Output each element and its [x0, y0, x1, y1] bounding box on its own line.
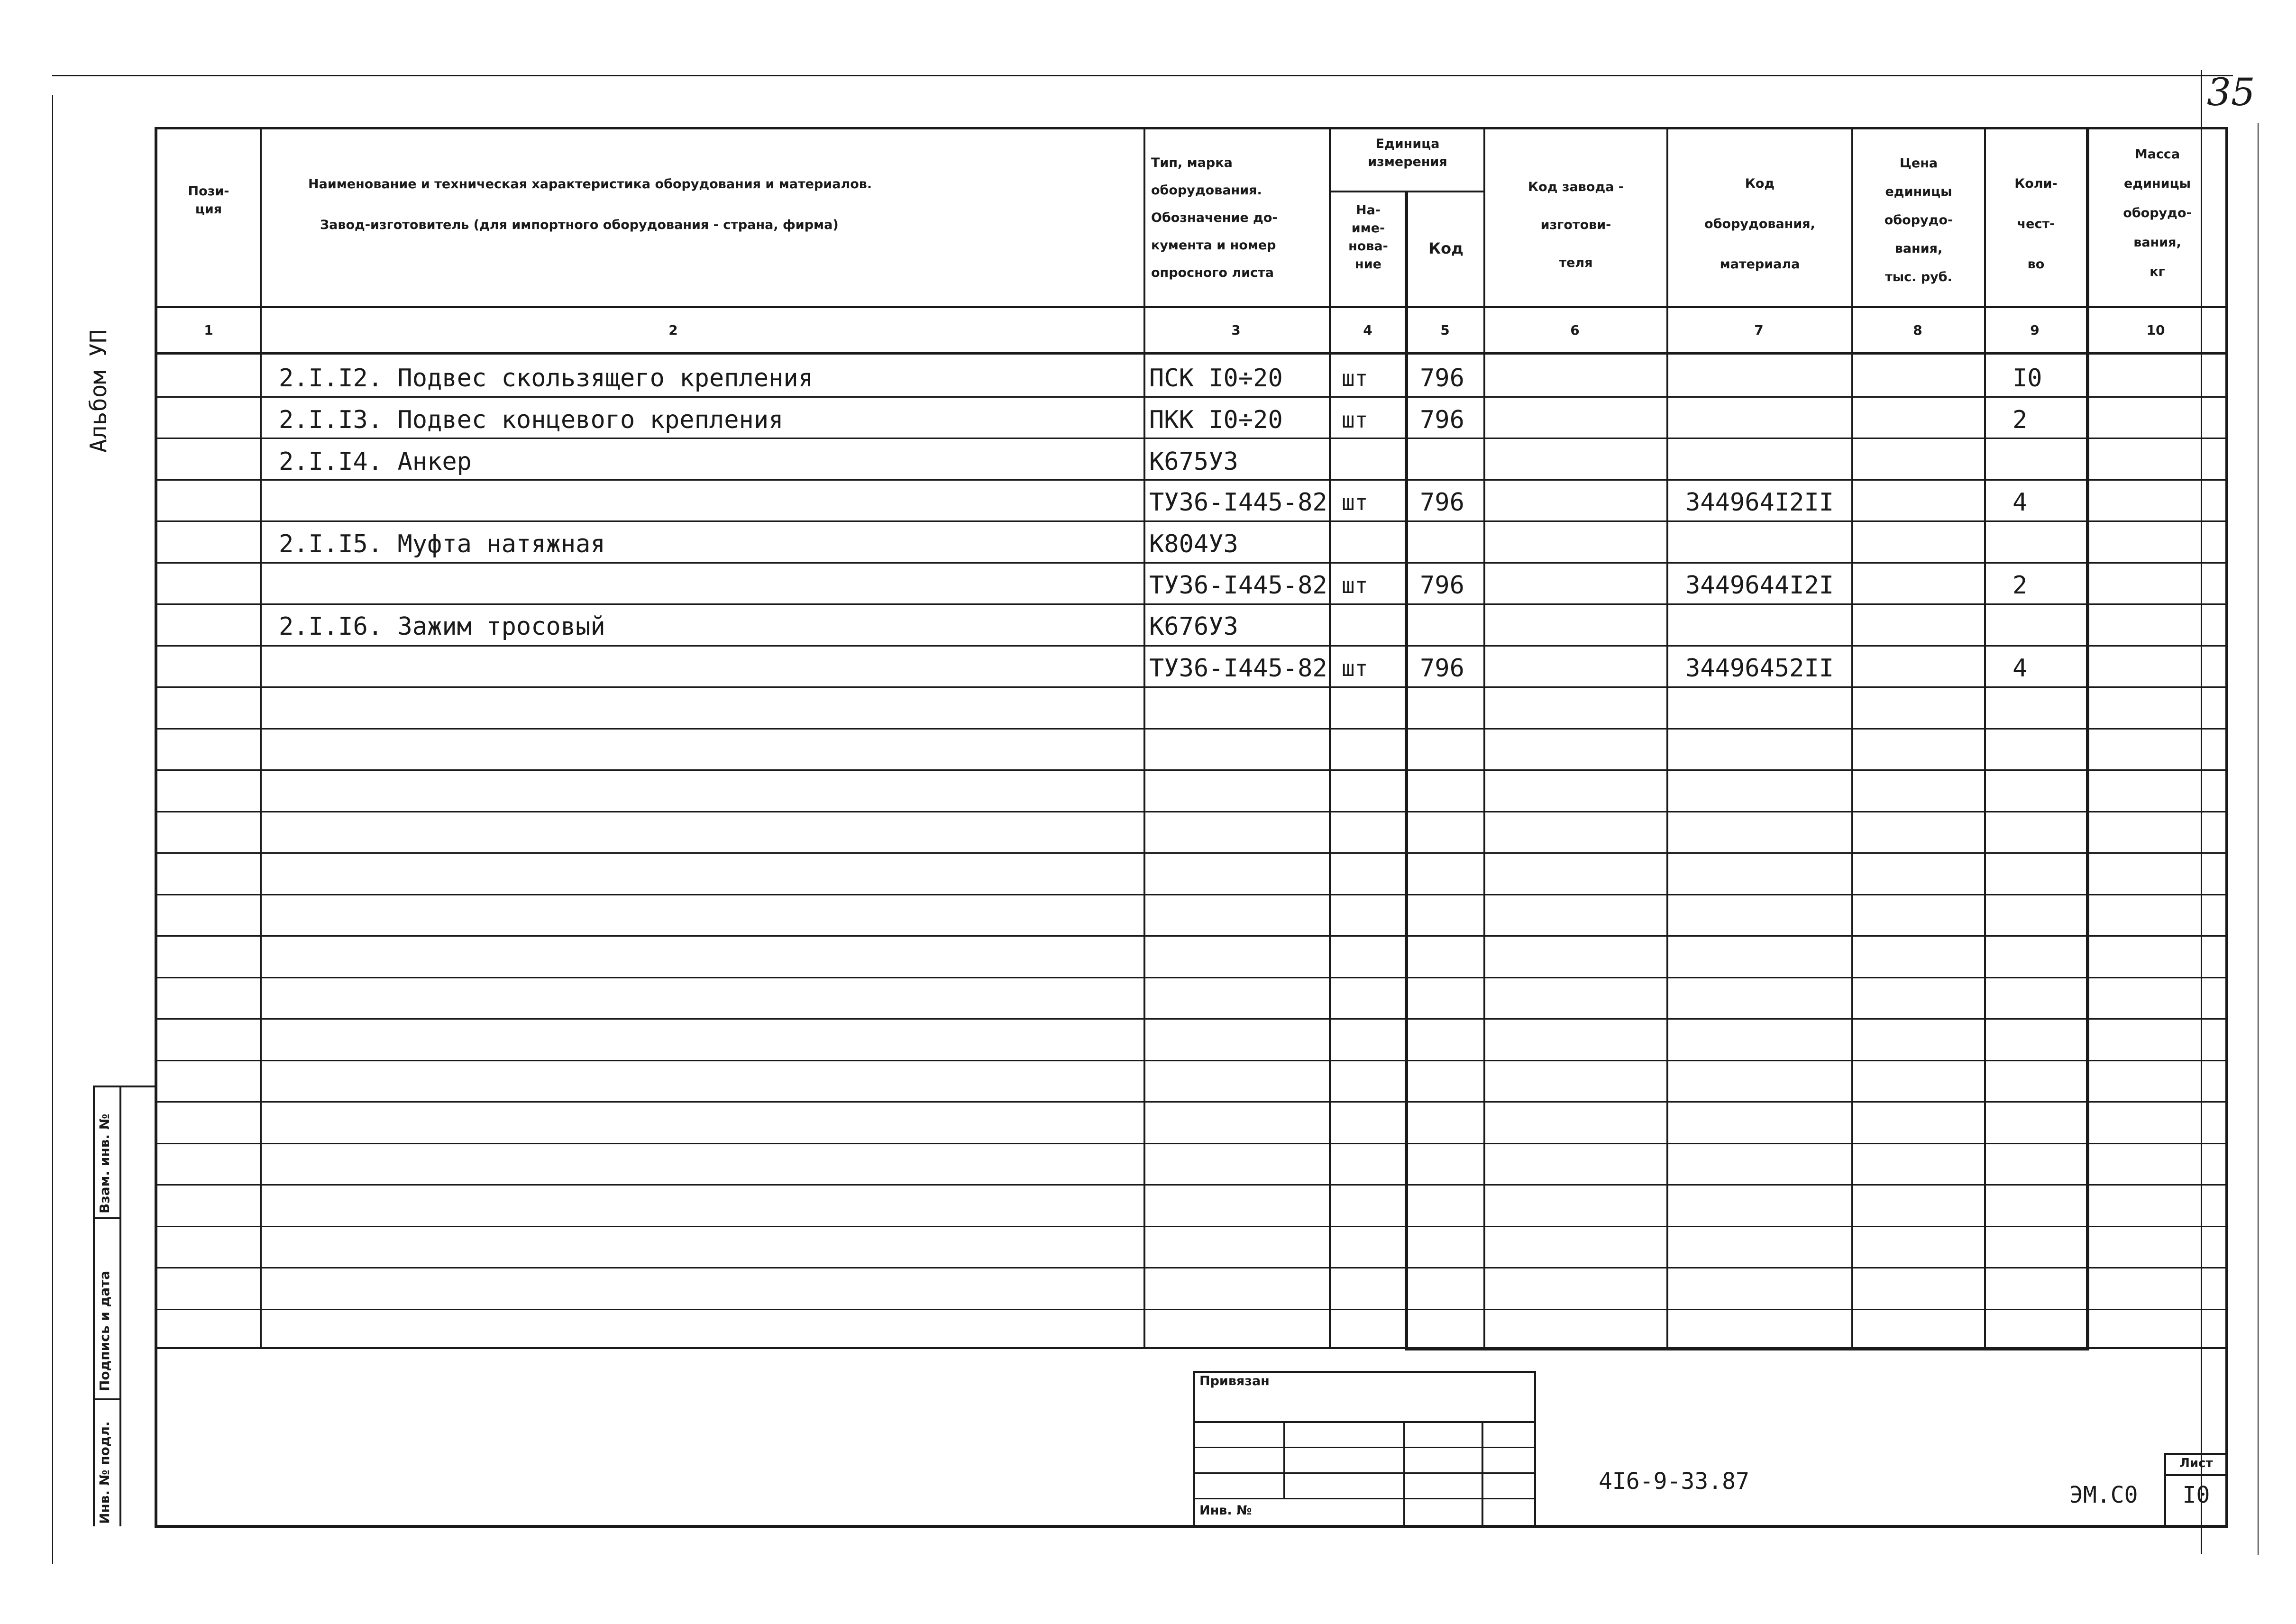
- row-line: [156, 1184, 2228, 1186]
- row-unit: шт: [1342, 365, 1368, 391]
- row-line: [156, 1226, 2228, 1227]
- table-right-line: [2225, 127, 2228, 1527]
- sheet-box-mid: [2164, 1474, 2226, 1476]
- col-line-8: [1984, 127, 1986, 1349]
- table-left-line: [155, 127, 157, 1527]
- row-line: [156, 769, 2228, 771]
- row-quantity: 2: [2012, 571, 2028, 600]
- row-type: ТУ36-I445-82: [1149, 488, 1327, 517]
- rows-bottom-line: [156, 1347, 2228, 1349]
- album-label: Альбом УП: [85, 329, 112, 453]
- col-line-3: [1329, 127, 1331, 1349]
- top-border-line: [52, 75, 2233, 76]
- row-line: [156, 520, 2228, 522]
- row-quantity: 4: [2012, 488, 2028, 517]
- side-stamp-top-line: [93, 1086, 156, 1087]
- row-type: К675У3: [1149, 447, 1238, 476]
- table-bottom-line: [155, 1525, 2228, 1528]
- row-line: [156, 1101, 2228, 1103]
- row-line: [156, 479, 2228, 481]
- row-line: [156, 728, 2228, 730]
- unit-group-line: [1329, 191, 1485, 192]
- table-top-line: [156, 127, 2228, 129]
- row-line: [156, 1309, 2228, 1310]
- row-quantity: I0: [2012, 364, 2042, 392]
- row-unit-code: 796: [1420, 406, 1464, 434]
- side-stamp-signature-date: Подпись и дата: [97, 1270, 112, 1391]
- row-material-code: 34496452II: [1685, 654, 1834, 683]
- row-unit: шт: [1342, 407, 1368, 433]
- header-position: Пози- ция: [188, 184, 229, 217]
- row-line: [156, 935, 2228, 937]
- row-name: 2.I.I4. Анкер: [279, 447, 472, 476]
- header-quantity: Коли- чест- во: [2014, 176, 2058, 272]
- row-unit-code: 796: [1420, 488, 1464, 517]
- col-line-9: [2086, 127, 2089, 1349]
- header-unit-code: Код: [1428, 239, 1464, 257]
- page-number: 35: [2207, 70, 2255, 114]
- col-line-5: [1483, 127, 1485, 1349]
- row-line: [156, 852, 2228, 854]
- side-stamp-line-2: [93, 1398, 121, 1400]
- header-mass: Масса единицы оборудо- вания, кг: [2123, 147, 2192, 279]
- row-name: 2.I.I5. Муфта натяжная: [279, 530, 605, 558]
- side-stamp-left-line: [93, 1086, 95, 1526]
- row-line: [156, 1143, 2228, 1144]
- section-code: ЭМ.С0: [2069, 1482, 2138, 1508]
- row-line: [156, 396, 2228, 398]
- left-margin-line: [52, 95, 53, 1564]
- col-line-2: [1143, 127, 1145, 1349]
- header-unit-group: Единица измерения: [1368, 137, 1447, 169]
- side-stamp-line-1: [93, 1217, 121, 1219]
- side-stamp-replace-inv: Взам. инв. №: [97, 1113, 112, 1213]
- row-type: К804У3: [1149, 530, 1238, 558]
- row-unit: шт: [1342, 656, 1368, 681]
- row-quantity: 4: [2012, 654, 2028, 683]
- header-unit-name: На- име- нова- ние: [1348, 203, 1388, 272]
- row-line: [156, 562, 2228, 564]
- sheet-box-left: [2164, 1453, 2166, 1526]
- row-material-code: 344964I2II: [1685, 488, 1834, 517]
- row-type: К676У3: [1149, 612, 1238, 641]
- col-line-6: [1666, 127, 1668, 1349]
- row-type: ТУ36-I445-82: [1149, 654, 1327, 683]
- row-unit-code: 796: [1420, 364, 1464, 392]
- row-material-code: 3449644I2I: [1685, 571, 1834, 600]
- header-name: Наименование и техническая характеристика оборудования и материалов. Завод-изготовитель (для импортного оборудования - страна, фирма): [308, 177, 872, 232]
- side-stamp-mid-line: [119, 1086, 121, 1526]
- inv-label: Инв. №: [1199, 1503, 1252, 1518]
- row-unit: шт: [1342, 490, 1368, 515]
- row-unit: шт: [1342, 573, 1368, 598]
- numbers-bottom-line: [156, 352, 2228, 355]
- header-price: Цена единицы оборудо- вания, тыс. руб.: [1884, 156, 1953, 284]
- row-line: [156, 1018, 2228, 1020]
- header-factory-code: Код завода - изготови- теля: [1528, 180, 1624, 270]
- row-unit-code: 796: [1420, 571, 1464, 600]
- sheet-label: Лист: [2179, 1456, 2213, 1470]
- row-line: [156, 811, 2228, 812]
- side-stamp-inv-original: Инв. № подл.: [97, 1421, 112, 1524]
- sheet-number: I0: [2182, 1482, 2210, 1508]
- bound-label: Привязан: [1199, 1374, 1270, 1388]
- col-line-1: [260, 127, 262, 1349]
- row-type: ПКК I0÷20: [1149, 406, 1283, 434]
- right-edge-line: [2258, 123, 2259, 1555]
- row-line: [156, 686, 2228, 688]
- row-name: 2.I.I6. Зажим тросовый: [279, 612, 605, 641]
- row-line: [156, 438, 2228, 439]
- row-unit-code: 796: [1420, 654, 1464, 683]
- col-line-7: [1851, 127, 1853, 1349]
- row-line: [156, 977, 2228, 978]
- row-line: [156, 603, 2228, 605]
- header-material-code: Код оборудования, материала: [1704, 176, 1815, 272]
- row-name: 2.I.I3. Подвес концевого крепления: [279, 406, 784, 434]
- row-line: [156, 1060, 2228, 1061]
- row-type: ПСК I0÷20: [1149, 364, 1283, 392]
- row-line: [156, 1267, 2228, 1268]
- header-bottom-line: [156, 306, 2228, 308]
- document-code: 4I6-9-33.87: [1599, 1468, 1749, 1495]
- row-quantity: 2: [2012, 406, 2028, 434]
- row-name: 2.I.I2. Подвес скользящего крепления: [279, 364, 814, 392]
- header-type: Тип, марка оборудования. Обозначение до- кумента и номер опросного листа: [1151, 155, 1278, 280]
- row-type: ТУ36-I445-82: [1149, 571, 1327, 600]
- row-line: [156, 645, 2228, 647]
- row-line: [156, 894, 2228, 895]
